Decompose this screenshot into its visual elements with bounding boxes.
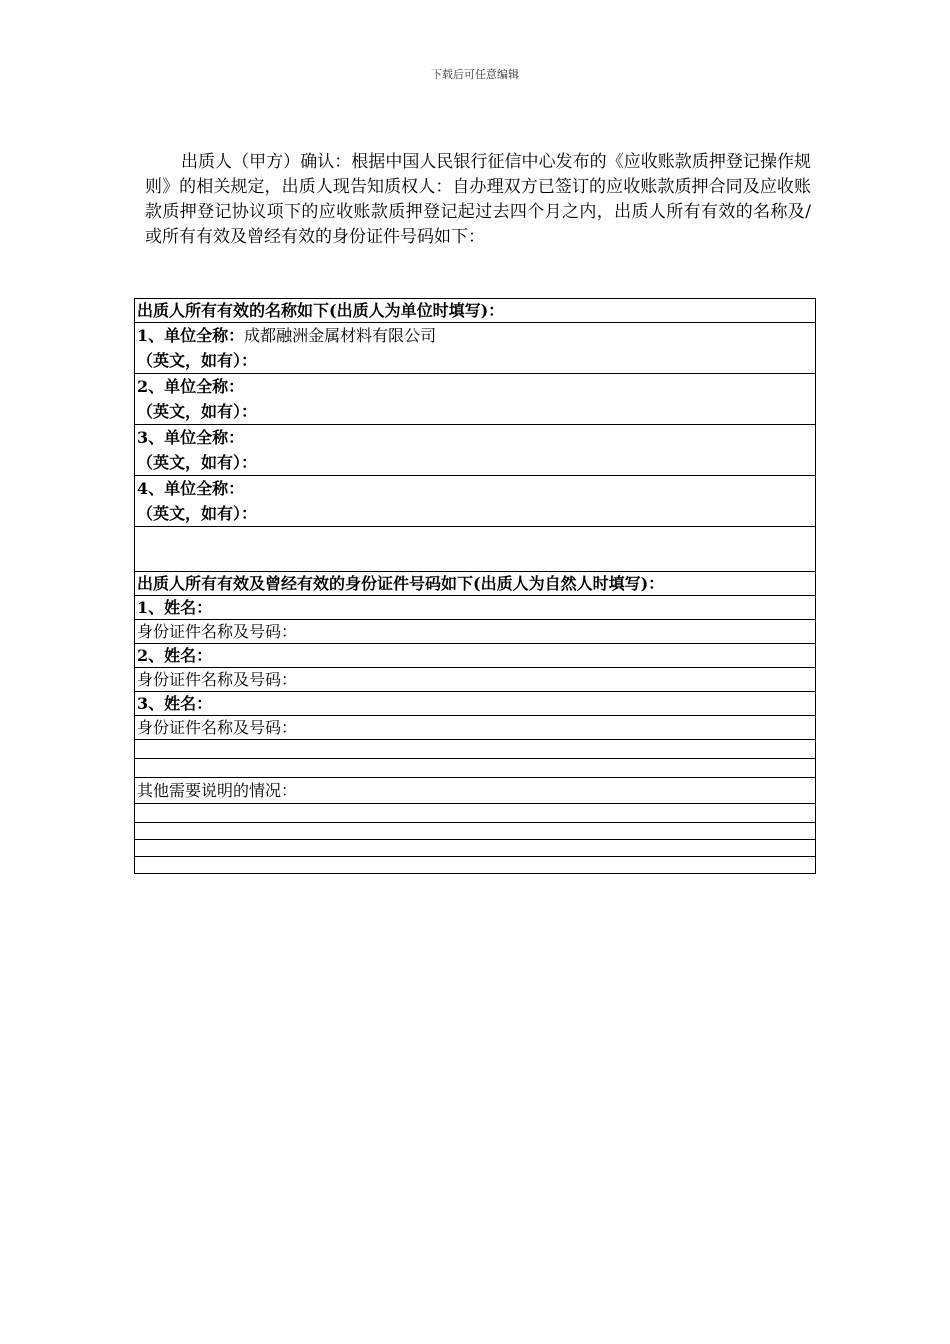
person-name-label: 3、姓名：	[137, 694, 213, 713]
header-note: 下载后可任意编辑	[431, 68, 519, 81]
section2-title-text: 出质人所有有效及曾经有效的身份证件号码如下(出质人为自然人时填写)：	[137, 574, 665, 593]
blank-row	[135, 527, 816, 572]
unit-english-label: （英文，如有）：	[137, 453, 258, 472]
unit-name-label: 1、单位全称：	[137, 326, 245, 345]
other-notes-label: 其他需要说明的情况：	[137, 781, 298, 800]
person-id-label: 身份证件名称及号码：	[137, 718, 298, 737]
person-name-label: 2、姓名：	[137, 646, 213, 665]
unit-name-label: 2、单位全称：	[137, 377, 245, 396]
unit-entry-3	[135, 425, 816, 476]
unit-name-label: 3、单位全称：	[137, 428, 245, 447]
person-name-row-2	[135, 644, 816, 668]
person-id-row-2	[135, 668, 816, 692]
person-name-row-1	[135, 596, 816, 620]
unit-name-value: 成都融洲金属材料有限公司	[244, 326, 437, 345]
person-id-row-1	[135, 620, 816, 644]
person-name-row-3	[135, 692, 816, 716]
section1-title	[135, 299, 816, 323]
unit-entry-1	[135, 323, 816, 374]
pledgor-info-table	[134, 298, 816, 874]
unit-entry-2	[135, 374, 816, 425]
unit-entry-4	[135, 476, 816, 527]
person-name-label: 1、姓名：	[137, 598, 213, 617]
blank-row	[135, 804, 816, 823]
unit-name-label: 4、单位全称：	[137, 479, 245, 498]
section2-title	[135, 572, 816, 596]
unit-english-label: （英文，如有）：	[137, 504, 258, 523]
blank-row	[135, 740, 816, 759]
section1-title-text: 出质人所有有效的名称如下(出质人为单位时填写)：	[137, 301, 505, 320]
person-id-label: 身份证件名称及号码：	[137, 622, 298, 641]
other-notes-row	[135, 778, 816, 804]
person-id-label: 身份证件名称及号码：	[137, 670, 298, 689]
unit-english-label: （英文，如有）：	[137, 402, 258, 421]
blank-row	[135, 759, 816, 778]
intro-paragraph: 出质人（甲方）确认：根据中国人民银行征信中心发布的《应收账款质押登记操作规则》的相关规定，出质人现告知质权人：自办理双方已签订的应收账款质押合同及应收账款质押登记协议项下的应收账款质押登记起过去四个月之内，出质人所有有效的名称及/或所有有效及曾经有效的身份证件号码如下：	[145, 152, 811, 247]
blank-row	[135, 840, 816, 857]
blank-row	[135, 857, 816, 874]
unit-english-label: （英文，如有）：	[137, 351, 258, 370]
person-id-row-3	[135, 716, 816, 740]
blank-row	[135, 823, 816, 840]
